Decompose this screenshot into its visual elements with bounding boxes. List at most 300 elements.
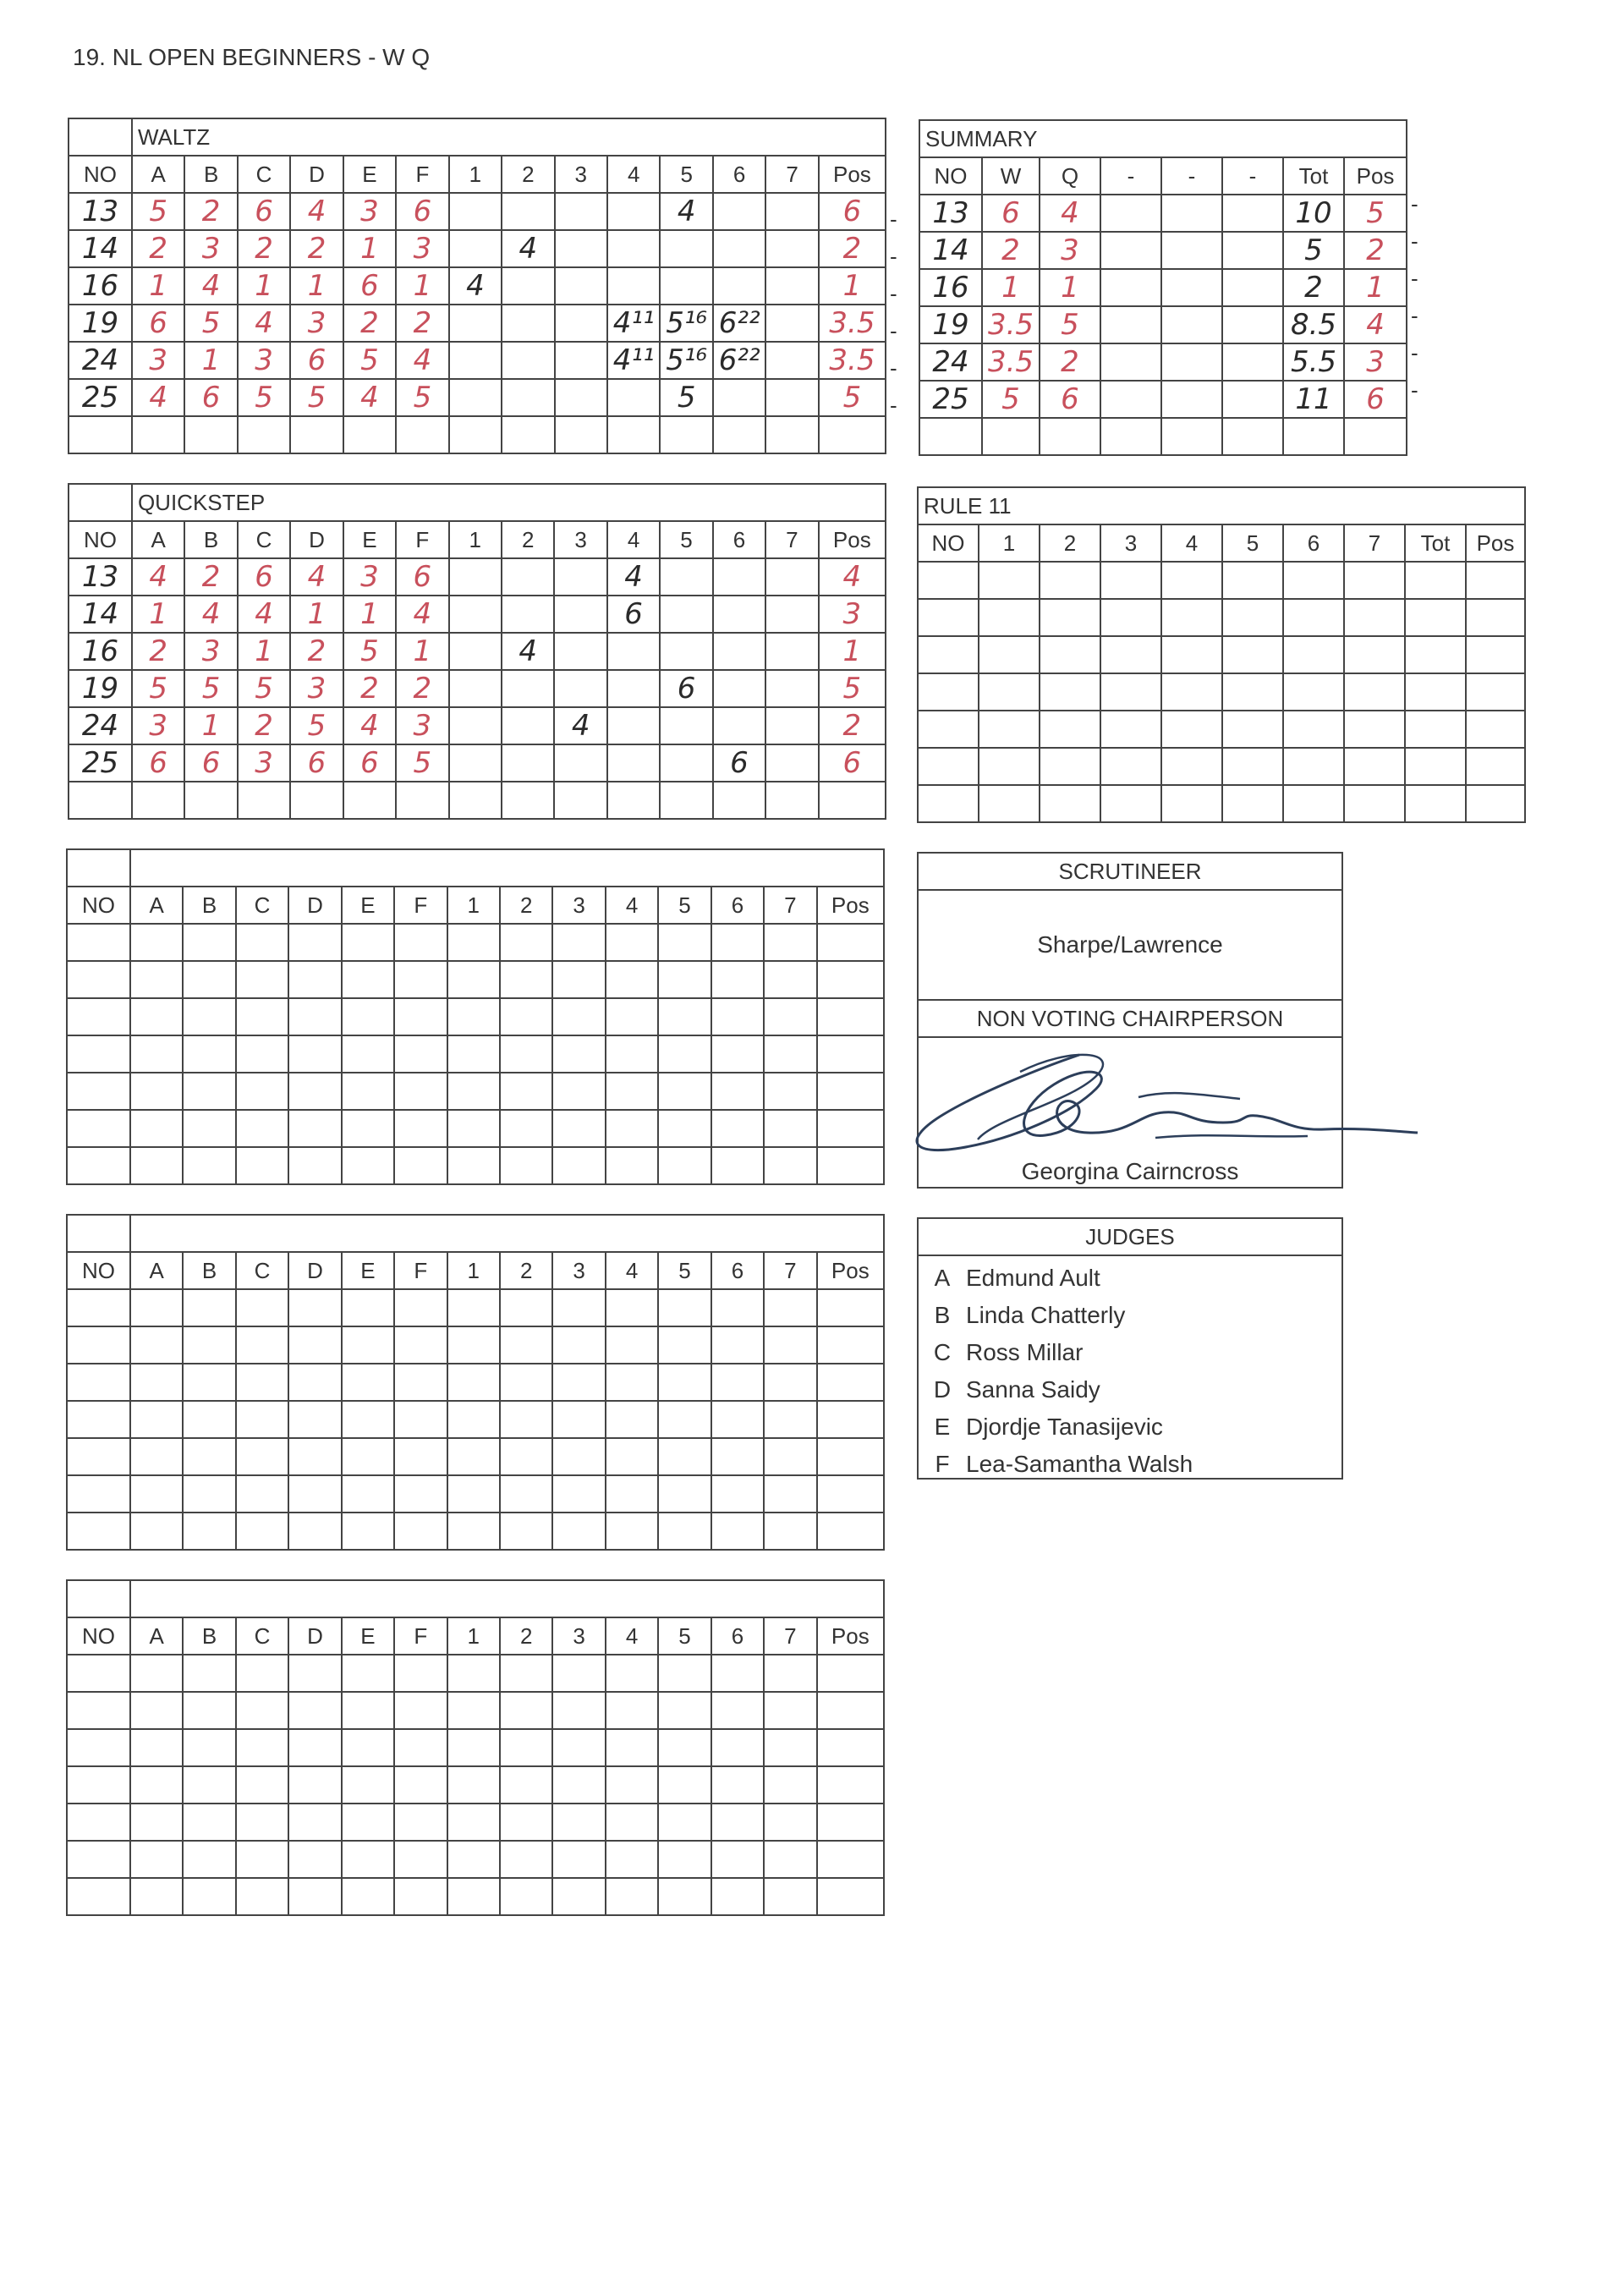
grid-cell (500, 1073, 552, 1110)
grid-cell (606, 1766, 658, 1804)
grid-cell (394, 1878, 447, 1915)
grid-cell (500, 1692, 552, 1729)
grid-cell (502, 558, 554, 596)
grid-cell (342, 1475, 394, 1513)
grid-cell (764, 1475, 816, 1513)
grid-cell (449, 193, 502, 230)
judge-name: Lea-Samantha Walsh (966, 1451, 1193, 1477)
table-row (919, 306, 1407, 343)
table-row (918, 673, 1525, 711)
grid-cell (658, 1729, 710, 1766)
column-header: 1 (447, 1617, 500, 1655)
grid-cell (711, 1878, 764, 1915)
grid-cell: 14 (69, 230, 132, 267)
grid-cell (552, 961, 605, 998)
column-header: 4 (606, 1252, 658, 1289)
grid-cell (982, 418, 1040, 455)
grid-cell (552, 1766, 605, 1804)
grid-cell (711, 1655, 764, 1692)
grid-cell (552, 1364, 605, 1401)
grid-cell (552, 1035, 605, 1073)
grid-cell (817, 1878, 884, 1915)
grid-cell (764, 1326, 816, 1364)
grid-cell (67, 1729, 130, 1766)
summary-table (919, 119, 1407, 456)
grid-cell (132, 416, 184, 453)
grid-cell (713, 379, 765, 416)
table-row (919, 232, 1407, 269)
grid-cell (606, 1804, 658, 1841)
grid-cell (606, 1475, 658, 1513)
grid-cell (658, 1475, 710, 1513)
column-header: 1 (447, 887, 500, 924)
grid-cell (394, 1110, 447, 1147)
grid-cell: 4 (449, 267, 502, 305)
grid-cell (817, 961, 884, 998)
grid-cell (765, 230, 818, 267)
table-row (918, 785, 1525, 822)
table-row (67, 998, 884, 1035)
column-header: Pos (819, 156, 886, 193)
grid-cell (288, 1289, 341, 1326)
grid-cell (552, 1401, 605, 1438)
column-header: 2 (502, 156, 554, 193)
grid-cell (606, 924, 658, 961)
grid-cell (1466, 562, 1525, 599)
grid-cell: 2 (819, 230, 886, 267)
grid-cell (130, 1766, 183, 1804)
grid-cell: 5 (184, 670, 237, 707)
grid-cell: 6 (713, 744, 765, 782)
table-row (67, 1438, 884, 1475)
grid-cell (658, 998, 710, 1035)
grid-cell (500, 1766, 552, 1804)
grid-cell (764, 1110, 816, 1147)
grid-cell (394, 1289, 447, 1326)
grid-cell (765, 670, 818, 707)
grid-cell (183, 1073, 235, 1110)
column-header: F (396, 521, 448, 558)
grid-cell (447, 1841, 500, 1878)
grid-cell (183, 1475, 235, 1513)
grid-cell (288, 1073, 341, 1110)
column-header: NO (919, 157, 982, 195)
grid-cell (394, 1841, 447, 1878)
column-header: 1 (979, 524, 1040, 562)
grid-cell (1466, 748, 1525, 785)
grid-cell (606, 1147, 658, 1184)
column-header: 2 (500, 1252, 552, 1289)
judge-letter: C (933, 1339, 952, 1365)
grid-cell: 14 (69, 596, 132, 633)
column-header: A (130, 887, 183, 924)
grid-cell (236, 1804, 288, 1841)
grid-cell (1283, 599, 1344, 636)
grid-cell: 4¹¹ (607, 342, 660, 379)
grid-cell (1040, 748, 1100, 785)
grid-cell (817, 1513, 884, 1550)
grid-cell (1161, 269, 1222, 306)
column-header: D (288, 1617, 341, 1655)
tick-mark: - (890, 281, 897, 306)
grid-cell: 5.5 (1283, 343, 1344, 381)
column-header: NO (67, 887, 130, 924)
grid-cell: 4 (238, 596, 290, 633)
scrutineer-name: Sharpe/Lawrence (919, 891, 1341, 1001)
grid-cell: 4 (184, 596, 237, 633)
grid-cell: 3 (238, 342, 290, 379)
grid-cell (449, 782, 502, 819)
table-row (67, 1147, 884, 1184)
grid-cell (502, 305, 554, 342)
grid-cell (552, 1804, 605, 1841)
grid-cell (1466, 673, 1525, 711)
column-header: 1 (447, 1252, 500, 1289)
tick-mark: - (1411, 377, 1418, 403)
grid-cell (130, 924, 183, 961)
grid-cell (236, 1878, 288, 1915)
column-header: 6 (711, 1252, 764, 1289)
dance-label (130, 1580, 884, 1617)
grid-cell (1040, 599, 1100, 636)
grid-cell (447, 1878, 500, 1915)
grid-cell (660, 707, 712, 744)
grid-cell (500, 1110, 552, 1147)
grid-cell (447, 1289, 500, 1326)
officials-box (917, 852, 1343, 1189)
grid-cell (500, 1147, 552, 1184)
grid-cell: 16 (69, 267, 132, 305)
grid-cell: 4 (184, 267, 237, 305)
grid-cell (658, 1364, 710, 1401)
column-header: NO (67, 1617, 130, 1655)
grid-cell (817, 1147, 884, 1184)
judge-letter: F (935, 1451, 950, 1477)
column-header: W (982, 157, 1040, 195)
grid-cell: 1 (132, 596, 184, 633)
grid-cell (607, 633, 660, 670)
grid-cell (288, 1729, 341, 1766)
grid-cell (711, 1841, 764, 1878)
table-row (67, 1475, 884, 1513)
grid-cell (1344, 711, 1405, 748)
grid-cell (342, 1513, 394, 1550)
grid-cell (554, 596, 606, 633)
grid-cell (658, 1841, 710, 1878)
grid-cell: 4 (396, 342, 448, 379)
grid-cell: 2 (819, 707, 886, 744)
grid-cell (713, 193, 765, 230)
grid-cell (447, 1147, 500, 1184)
grid-cell: 6 (1040, 381, 1100, 418)
grid-cell (447, 1326, 500, 1364)
grid-cell: 4 (502, 230, 554, 267)
grid-cell (764, 961, 816, 998)
grid-cell: 3 (396, 230, 448, 267)
grid-cell (764, 1401, 816, 1438)
grid-cell (447, 1513, 500, 1550)
column-header: 1 (449, 521, 502, 558)
grid-cell (765, 193, 818, 230)
table-row (918, 711, 1525, 748)
grid-cell (765, 379, 818, 416)
grid-cell (1405, 673, 1466, 711)
grid-cell (1161, 599, 1222, 636)
grid-cell: 3.5 (982, 306, 1040, 343)
grid-cell (817, 1475, 884, 1513)
judge-name: Djordje Tanasijevic (966, 1414, 1163, 1440)
grid-cell (394, 1326, 447, 1364)
judge-entry (919, 1260, 1341, 1297)
grid-cell (1100, 599, 1161, 636)
grid-cell (67, 961, 130, 998)
grid-cell (183, 1804, 235, 1841)
dance-label (130, 1215, 884, 1252)
table-row (67, 961, 884, 998)
grid-cell (447, 1364, 500, 1401)
grid-cell: 4¹¹ (607, 305, 660, 342)
grid-cell (765, 416, 818, 453)
grid-cell: 4 (132, 379, 184, 416)
grid-cell (765, 267, 818, 305)
grid-cell (606, 998, 658, 1035)
grid-cell (979, 636, 1040, 673)
column-header: 4 (1161, 524, 1222, 562)
grid-cell (713, 596, 765, 633)
column-header: 7 (1344, 524, 1405, 562)
column-header: Pos (817, 1617, 884, 1655)
grid-cell (918, 748, 979, 785)
grid-cell (1161, 232, 1222, 269)
column-header: C (238, 521, 290, 558)
grid-cell (607, 707, 660, 744)
grid-cell (1405, 748, 1466, 785)
grid-cell (1040, 562, 1100, 599)
grid-cell (1405, 785, 1466, 822)
grid-cell (130, 1289, 183, 1326)
judge-letter: A (934, 1265, 951, 1291)
grid-cell: 2 (1344, 232, 1407, 269)
grid-cell (342, 1878, 394, 1915)
grid-cell (711, 1147, 764, 1184)
judge-letter: D (933, 1376, 952, 1403)
column-header: Pos (1344, 157, 1407, 195)
grid-cell (67, 998, 130, 1035)
grid-cell (183, 1364, 235, 1401)
tick-mark: - (890, 244, 897, 269)
grid-cell (236, 1147, 288, 1184)
grid-cell (711, 1073, 764, 1110)
grid-cell (1222, 269, 1283, 306)
grid-cell (979, 599, 1040, 636)
column-header: 3 (552, 1617, 605, 1655)
grid-cell (711, 1364, 764, 1401)
grid-cell (1283, 562, 1344, 599)
grid-cell: 5 (819, 670, 886, 707)
grid-cell (711, 1692, 764, 1729)
grid-cell (447, 998, 500, 1035)
grid-cell (394, 998, 447, 1035)
grid-cell (130, 1655, 183, 1692)
grid-cell (606, 1401, 658, 1438)
dance-label: WALTZ (132, 118, 886, 156)
grid-cell: 6 (343, 267, 396, 305)
rule11-table (917, 486, 1526, 823)
grid-cell (447, 961, 500, 998)
grid-cell (918, 599, 979, 636)
tick-mark: - (1411, 191, 1418, 217)
table-row (67, 1364, 884, 1401)
grid-cell (606, 1035, 658, 1073)
grid-cell (236, 1364, 288, 1401)
grid-cell (1040, 418, 1100, 455)
grid-cell (1040, 711, 1100, 748)
grid-cell (130, 1364, 183, 1401)
grid-cell: 1 (396, 633, 448, 670)
grid-cell (342, 998, 394, 1035)
grid-cell (447, 1401, 500, 1438)
grid-cell (342, 1147, 394, 1184)
grid-cell (502, 416, 554, 453)
grid-cell (183, 1729, 235, 1766)
grid-cell (1100, 418, 1161, 455)
column-header: Pos (817, 1252, 884, 1289)
column-header: 7 (764, 1617, 816, 1655)
grid-cell (1283, 748, 1344, 785)
column-header: 3 (552, 887, 605, 924)
judges-heading: JUDGES (919, 1219, 1341, 1256)
table-row (69, 707, 886, 744)
grid-cell: 2 (396, 670, 448, 707)
grid-cell (713, 782, 765, 819)
grid-cell (552, 1878, 605, 1915)
grid-cell: 3 (343, 193, 396, 230)
grid-cell (1100, 232, 1161, 269)
grid-cell (555, 305, 607, 342)
grid-cell (552, 1438, 605, 1475)
grid-cell: 24 (69, 707, 132, 744)
table-row (69, 744, 886, 782)
grid-cell (711, 1804, 764, 1841)
grid-cell (236, 1841, 288, 1878)
grid-cell (67, 1147, 130, 1184)
grid-cell (1222, 381, 1283, 418)
grid-cell (500, 1841, 552, 1878)
grid-cell (288, 1326, 341, 1364)
grid-cell (447, 1475, 500, 1513)
grid-cell (607, 670, 660, 707)
tick-mark: - (1411, 228, 1418, 254)
grid-cell (1222, 562, 1283, 599)
grid-cell (500, 1655, 552, 1692)
table-row (918, 562, 1525, 599)
column-header: 5 (658, 1252, 710, 1289)
grid-cell (1344, 562, 1405, 599)
grid-cell (607, 193, 660, 230)
blank-dance-table (66, 1579, 885, 1916)
dance-label (130, 849, 884, 887)
grid-cell (288, 1804, 341, 1841)
grid-cell (288, 1655, 341, 1692)
grid-cell (67, 1513, 130, 1550)
column-header: 4 (607, 521, 660, 558)
grid-cell: 3 (396, 707, 448, 744)
grid-cell: 3.5 (819, 305, 886, 342)
column-header: 3 (1100, 524, 1161, 562)
tick-mark: - (890, 393, 897, 418)
grid-cell (764, 1766, 816, 1804)
grid-cell (764, 1035, 816, 1073)
column-header: A (130, 1617, 183, 1655)
grid-cell (288, 1364, 341, 1401)
grid-cell: 6 (238, 193, 290, 230)
grid-cell: 1 (396, 267, 448, 305)
grid-cell (447, 1073, 500, 1110)
grid-cell: 4 (238, 305, 290, 342)
table-row (69, 416, 886, 453)
grid-cell (396, 416, 448, 453)
grid-cell (183, 961, 235, 998)
judge-entry (919, 1446, 1341, 1483)
tick-mark: - (1411, 303, 1418, 328)
signature (885, 1038, 1426, 1165)
grid-cell: 3.5 (819, 342, 886, 379)
grid-cell (817, 1655, 884, 1692)
grid-cell (447, 1729, 500, 1766)
grid-cell (290, 416, 343, 453)
grid-cell (1344, 418, 1407, 455)
grid-cell: 2 (982, 232, 1040, 269)
column-header: D (288, 1252, 341, 1289)
tick-mark: - (1411, 340, 1418, 365)
grid-cell (502, 744, 554, 782)
page-title: 19. NL OPEN BEGINNERS - W Q (73, 44, 431, 70)
column-header: - (1100, 157, 1161, 195)
grid-cell (607, 744, 660, 782)
column-header: E (342, 1252, 394, 1289)
grid-cell (447, 1804, 500, 1841)
grid-cell (1100, 673, 1161, 711)
judges-box (917, 1217, 1343, 1480)
waltz-table (68, 118, 886, 454)
column-header: 7 (765, 156, 818, 193)
column-header: B (184, 156, 237, 193)
grid-cell (236, 1035, 288, 1073)
grid-cell (130, 1035, 183, 1073)
grid-cell (1100, 636, 1161, 673)
grid-cell (658, 1692, 710, 1729)
grid-cell (764, 1804, 816, 1841)
grid-cell (449, 305, 502, 342)
grid-cell (236, 1438, 288, 1475)
grid-cell: 6 (819, 744, 886, 782)
grid-cell (918, 562, 979, 599)
grid-cell (394, 924, 447, 961)
column-header: 5 (658, 887, 710, 924)
grid-cell (449, 379, 502, 416)
blank-dance-table (66, 1214, 885, 1551)
grid-cell (552, 1475, 605, 1513)
grid-cell: 3 (290, 305, 343, 342)
grid-cell (342, 1364, 394, 1401)
column-header: F (394, 887, 447, 924)
grid-cell: 1 (982, 269, 1040, 306)
grid-cell: 13 (919, 195, 982, 232)
grid-cell (1283, 673, 1344, 711)
grid-cell: 4 (290, 558, 343, 596)
grid-cell (342, 1289, 394, 1326)
grid-cell (500, 924, 552, 961)
